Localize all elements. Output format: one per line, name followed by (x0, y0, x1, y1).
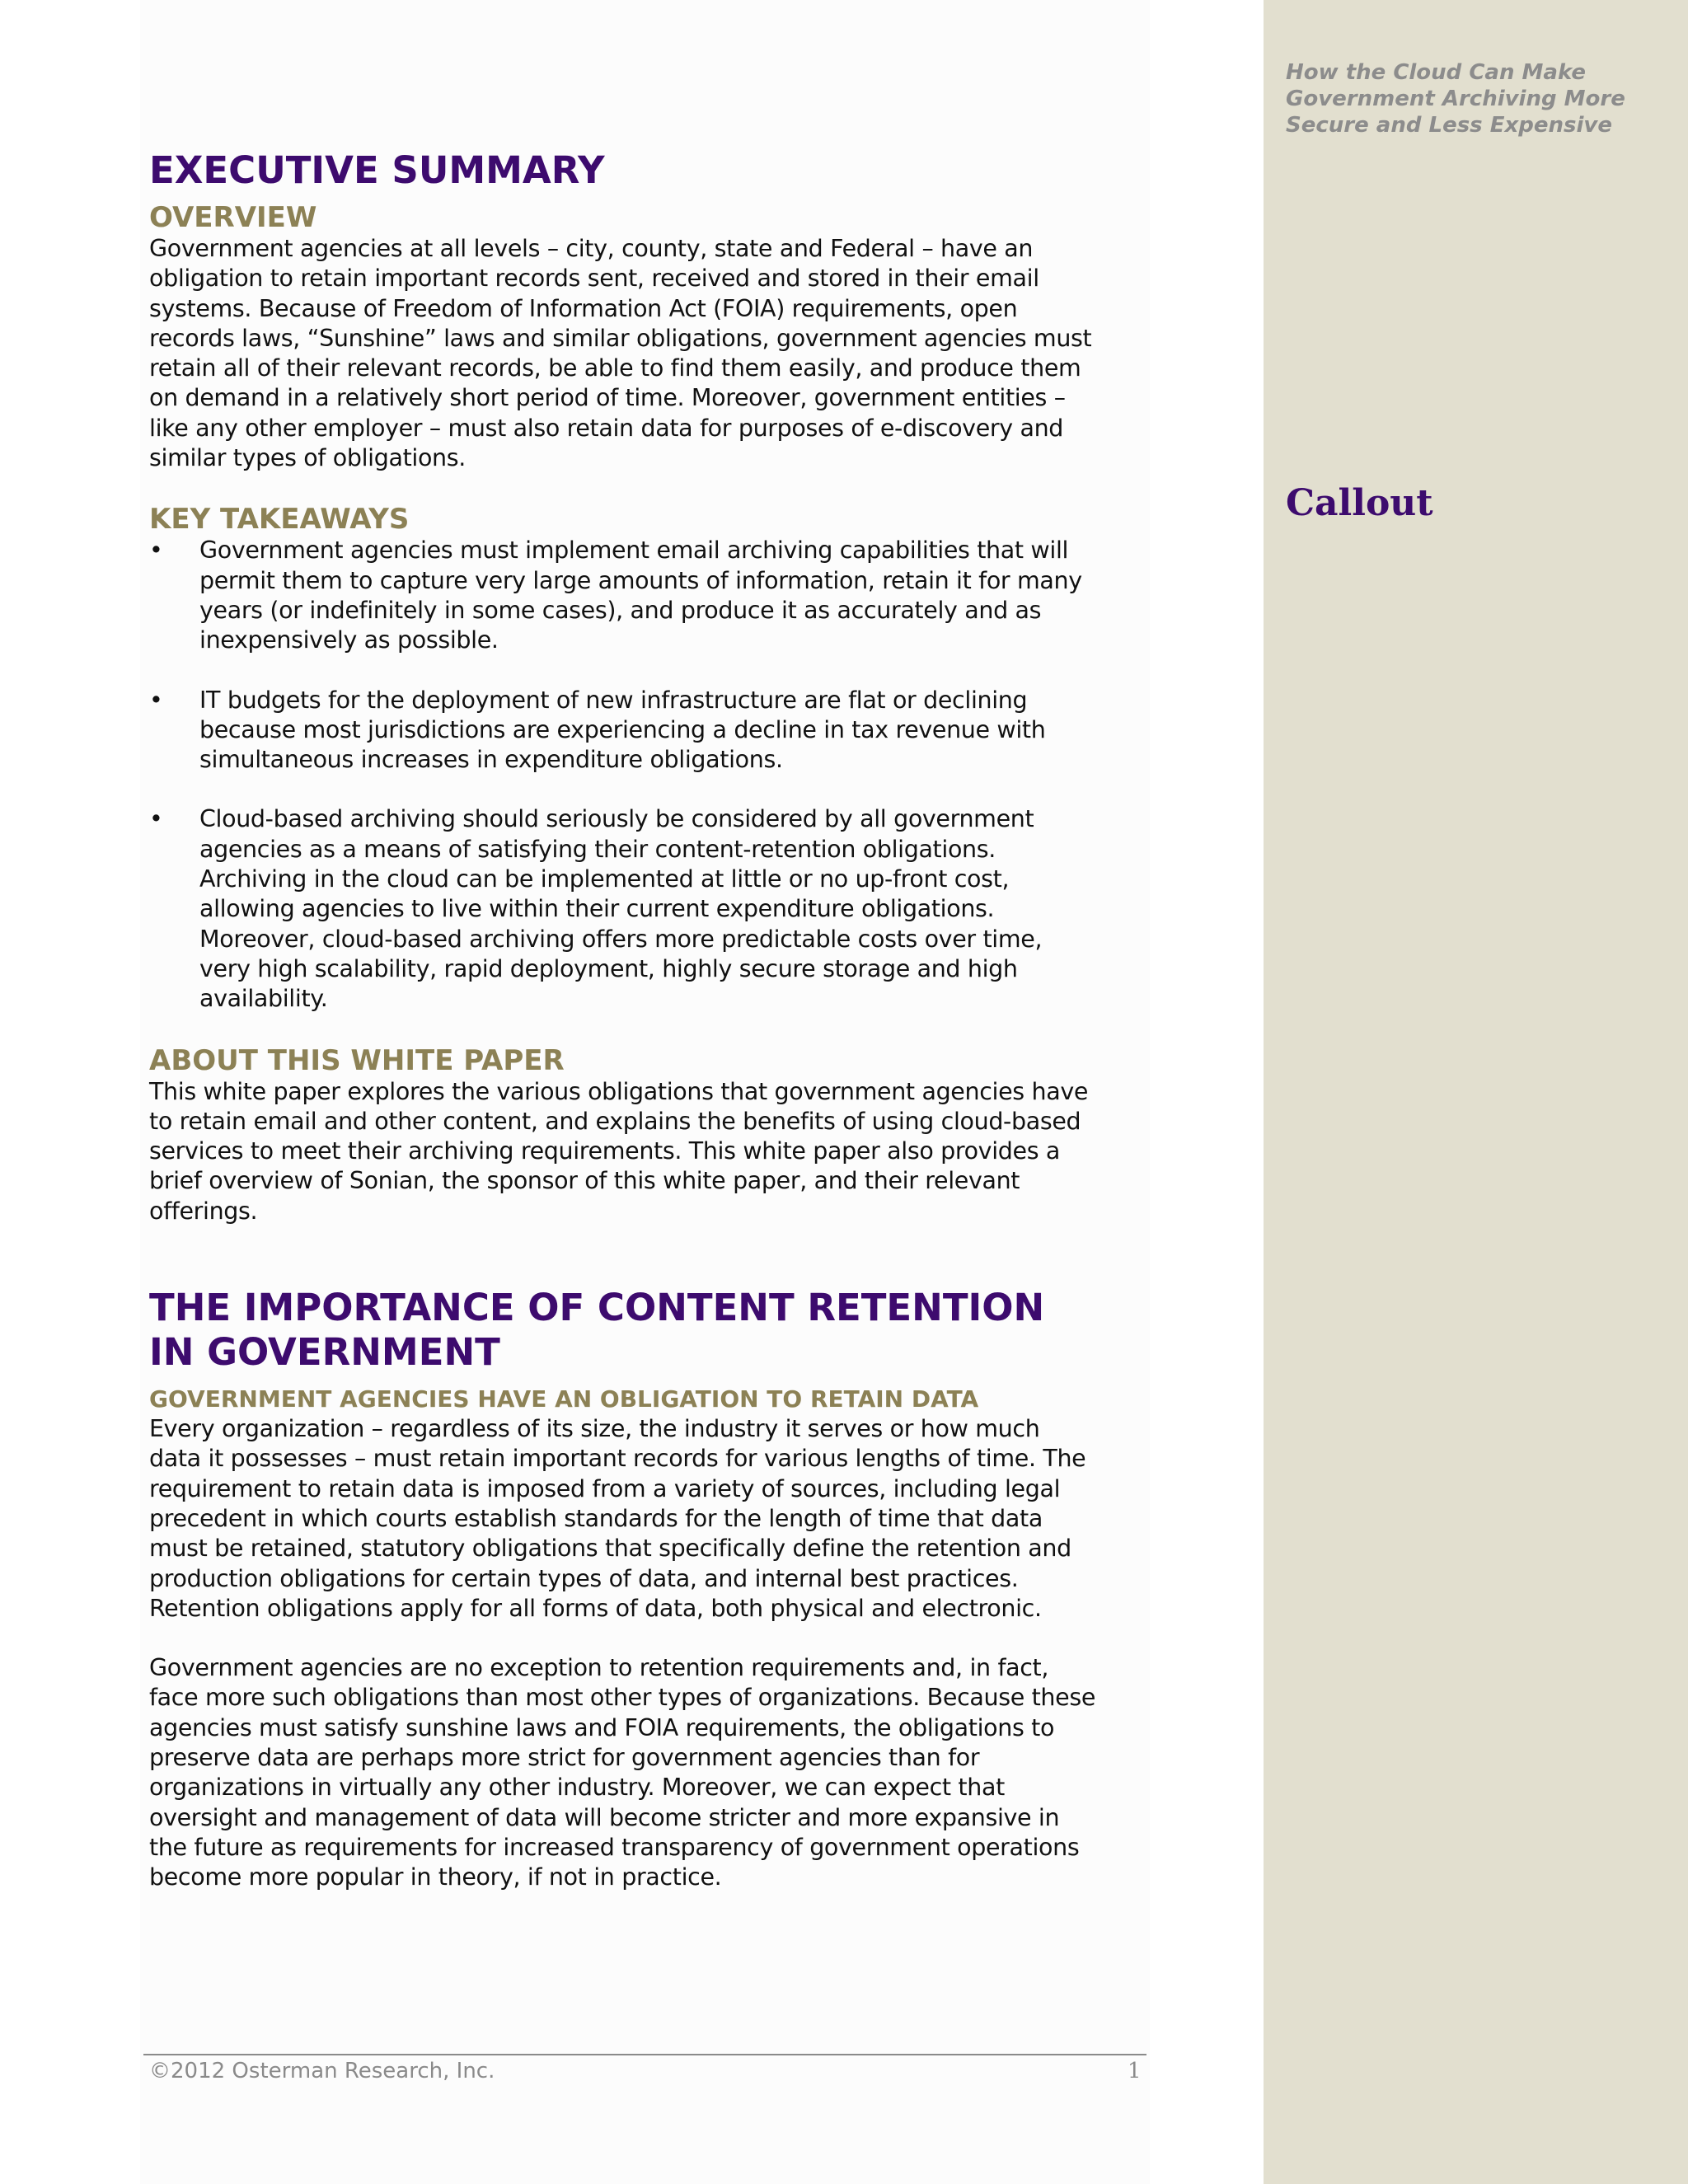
list-item (149, 804, 1097, 1014)
obligation-subheading: GOVERNMENT AGENCIES HAVE AN OBLIGATION TO RETAIN DATA (149, 1385, 979, 1413)
key-takeaways-heading: KEY TAKEAWAYS (149, 503, 410, 537)
importance-paragraph-2: Government agencies are no exception to retention requirements and, in fact, face more such obligations than most other types of organizations. Because these agencies must satisfy sunshine laws and FOIA requirements, the obligations to preserve data are perhaps more strict for government agencies than for organizations in virtually any other industry. Moreover, we can expect that oversight and management of data will become stricter and more expansive in the future as requirements for increased transparency of government operations become more popular in theory, if not in practice. (149, 1654, 1096, 1891)
importance-heading: THE IMPORTANCE OF CONTENT RETENTION IN GOVERNMENT (149, 1286, 1045, 1375)
footer-copyright: ©2012 Osterman Research, Inc. (149, 2059, 495, 2083)
takeaway-text: IT budgets for the deployment of new infrastructure are flat or declining because most jurisdictions are experiencing a decline in tax revenue with simultaneous increases in expenditure obligations. (199, 686, 1046, 774)
page-number: 1 (1128, 2059, 1142, 2083)
sidebar-document-title: How the Cloud Can Make Government Archiving More Secure and Less Expensive (1286, 60, 1625, 138)
bullet-icon: • (149, 805, 163, 833)
sidebar-callout: Callout (1286, 482, 1433, 524)
importance-paragraph-1: Every organization – regardless of its size, the industry it serves or how much data it possesses – must retain important records for various lengths of time. The requirement to retain data is imposed from a variety of sources, including legal precedent in which courts establish standards for the length of time that data must be retained, statutory obligations that specifically define the retention and production obligations for certain types of data, and internal best practices. Retention obligations apply for all forms of data, both physical and electronic. (149, 1415, 1086, 1622)
main-content (149, 148, 1097, 1892)
about-heading: ABOUT THIS WHITE PAPER (149, 1043, 565, 1077)
key-takeaways-list (149, 536, 1097, 1014)
bullet-icon: • (149, 686, 163, 714)
bullet-icon: • (149, 537, 163, 565)
executive-summary-heading: EXECUTIVE SUMMARY (149, 148, 605, 192)
list-item (149, 536, 1097, 655)
overview-paragraph: Government agencies at all levels – city, county, state and Federal – have an obligation to retain important records sent, received and stored in their email systems. Because of Freedom of Information Act (FOIA) requirements, open records laws, “Sunshine” laws and similar obligations, government agencies must retain all of their relevant records, be able to find them easily, and produce them on demand in a relatively short period of time. Moreover, government entities – like any other employer – must also retain data for purposes of e-discovery and similar types of obligations. (149, 235, 1092, 472)
about-paragraph: This white paper explores the various obligations that government agencies have to retain email and other content, and explains the benefits of using cloud-based services to meet their archiving requirements. This white paper also provides a brief overview of Sonian, the sponsor of this white paper, and their relevant offerings. (149, 1077, 1089, 1225)
overview-heading: OVERVIEW (149, 201, 317, 234)
list-item (149, 686, 1097, 776)
footer-divider (143, 2054, 1146, 2055)
takeaway-text: Cloud-based archiving should seriously be considered by all government agencies as a means of satisfying their content-retention obligations. Archiving in the cloud can be implemented at little or no up-front cost, allowing agencies to live within their current expenditure obligations. Moreover, cloud-based archiving offers more predictable costs over time, very high scalability, rapid deployment, highly secure storage and high availability. (199, 805, 1043, 1013)
sidebar-panel (1264, 0, 1688, 2184)
takeaway-text: Government agencies must implement email archiving capabilities that will permit them to capture very large amounts of information, retain it for many years (or indefinitely in some cases), and produce it as accurately and as inexpensively as possible. (199, 537, 1082, 654)
